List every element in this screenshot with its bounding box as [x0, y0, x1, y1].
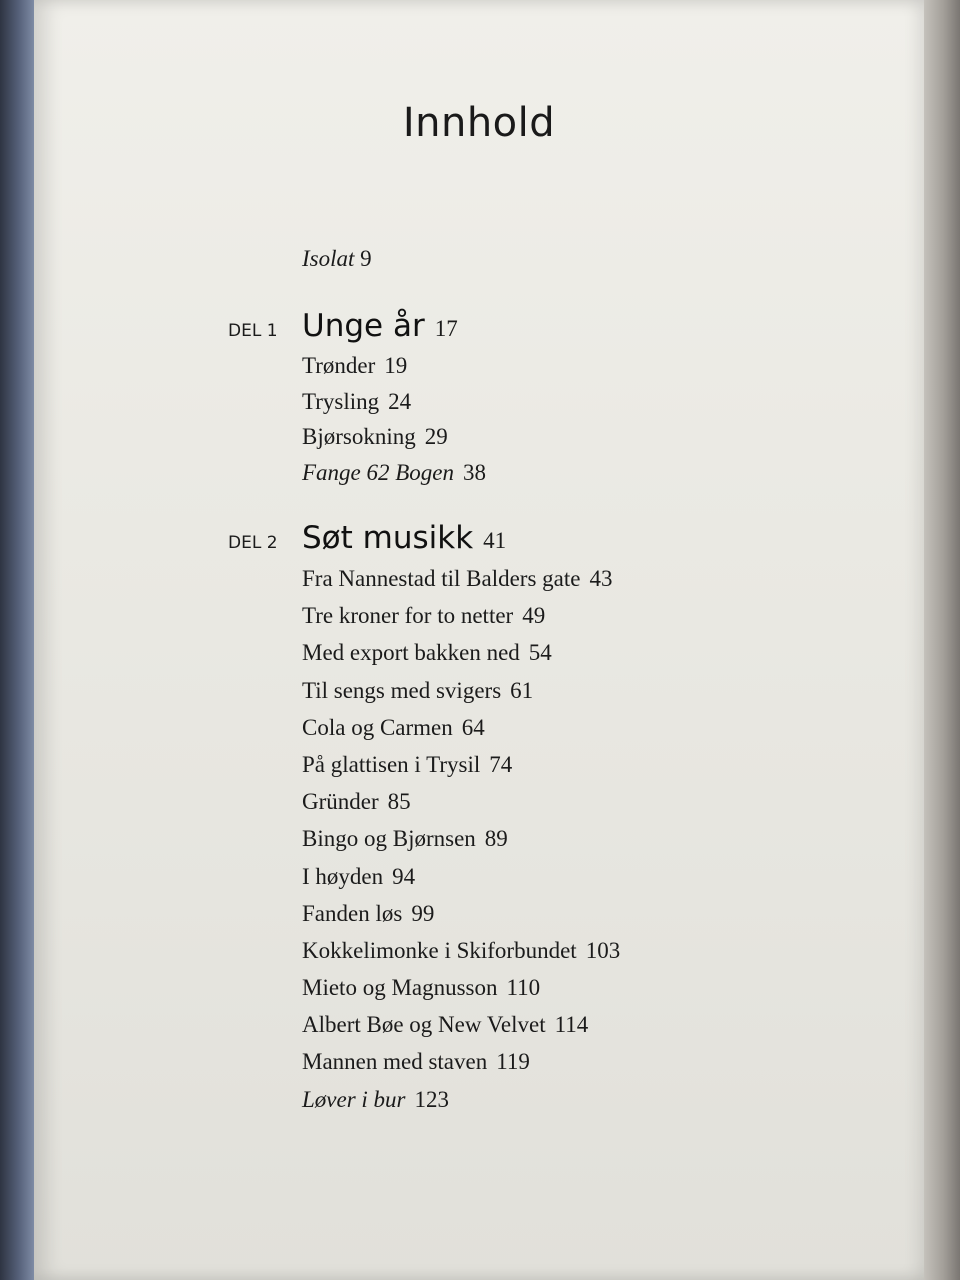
toc-entry-title: Tre kroner for to netter	[302, 603, 514, 629]
toc-entry-page: 103	[585, 937, 621, 963]
toc-entry-page: 24	[388, 388, 412, 414]
toc-entry-page: 61	[510, 677, 534, 703]
toc-entry-title: Løver i bur	[302, 1086, 406, 1112]
part-1-label: DEL 1	[228, 321, 278, 341]
toc-entry-page: 43	[589, 566, 613, 591]
toc-entry-title: Cola og Carmen	[302, 714, 453, 740]
part-2-page-number: 41	[483, 528, 507, 553]
contents-page	[34, 0, 924, 1280]
toc-entry-title: Gründer	[302, 789, 379, 815]
intro-page-number: 9	[360, 246, 372, 271]
toc-entry-page: 119	[496, 1049, 530, 1075]
toc-entry-title: På glattisen i Trysil	[302, 751, 481, 777]
toc-entry	[302, 634, 868, 671]
toc-entry	[302, 895, 868, 932]
toc-entry	[302, 560, 868, 597]
toc-entry-page: 110	[506, 975, 541, 1001]
intro-entry	[302, 246, 372, 272]
part-2-heading	[228, 520, 868, 560]
toc-entry	[302, 384, 868, 420]
part-2	[228, 520, 868, 1118]
toc-entry-page: 74	[489, 751, 513, 777]
part-1-heading	[228, 308, 868, 348]
toc-entry	[302, 1081, 868, 1118]
toc-entry	[302, 969, 868, 1006]
toc-entry-title: Til sengs med svigers	[302, 677, 502, 703]
toc-entry-page: 19	[384, 353, 408, 378]
toc-entry-page: 54	[528, 640, 552, 666]
toc-entry-title: Med export bakken ned	[302, 640, 520, 666]
toc-entry	[302, 348, 868, 384]
toc-entry-title: Fra Nannestad til Balders gate	[302, 566, 581, 591]
part-2-title: Søt musikk	[302, 520, 474, 556]
part-1-title: Unge år	[302, 308, 425, 344]
toc-entry-title: Fanden løs	[302, 900, 403, 926]
toc-entry	[302, 1043, 868, 1080]
toc-entry	[302, 783, 868, 820]
toc-entry	[302, 597, 868, 634]
toc-entry	[302, 932, 868, 969]
toc-entry-title: Fange 62 Bogen	[302, 459, 455, 485]
toc-entry-title: Albert Bøe og New Velvet	[302, 1012, 546, 1038]
toc-entry	[302, 672, 868, 709]
toc-entry-page: 123	[414, 1086, 449, 1112]
toc-entry-title: Trysling	[302, 388, 380, 414]
part-1-page-number: 17	[434, 316, 458, 341]
toc-entry-title: Bjørsokning	[302, 424, 416, 449]
part-1-entries	[228, 348, 868, 490]
toc-entry	[302, 746, 868, 783]
toc-entry-title: Trønder	[302, 353, 376, 378]
toc-entry	[302, 709, 868, 746]
toc-entry-page: 29	[424, 424, 448, 449]
toc-entry	[302, 1006, 868, 1043]
toc-entry-title: Bingo og Bjørnsen	[302, 826, 476, 852]
toc-entry-page: 114	[554, 1012, 589, 1038]
page-title: Innhold	[402, 100, 556, 146]
toc-entry-title: Kokkelimonke i Skiforbundet	[302, 937, 577, 963]
toc-entry	[302, 820, 868, 857]
toc-entry-page: 38	[463, 459, 487, 485]
toc-entry-page: 85	[387, 789, 411, 815]
toc-entry	[302, 455, 868, 491]
toc-entry-page: 89	[484, 826, 508, 852]
part-1	[228, 308, 868, 490]
part-2-entries	[228, 560, 868, 1118]
part-2-label: DEL 2	[228, 533, 278, 553]
toc-entry-title: Mannen med staven	[302, 1049, 488, 1075]
toc-entry-page: 94	[392, 863, 416, 889]
toc-entry-title: I høyden	[302, 863, 384, 889]
toc-entry	[302, 419, 868, 455]
toc-entry	[302, 858, 868, 895]
toc-entry-page: 49	[522, 603, 546, 629]
toc-entry-page: 64	[461, 714, 485, 740]
intro-title: Isolat	[302, 246, 355, 271]
toc-entry-title: Mieto og Magnusson	[302, 975, 498, 1001]
toc-entry-page: 99	[411, 900, 435, 926]
